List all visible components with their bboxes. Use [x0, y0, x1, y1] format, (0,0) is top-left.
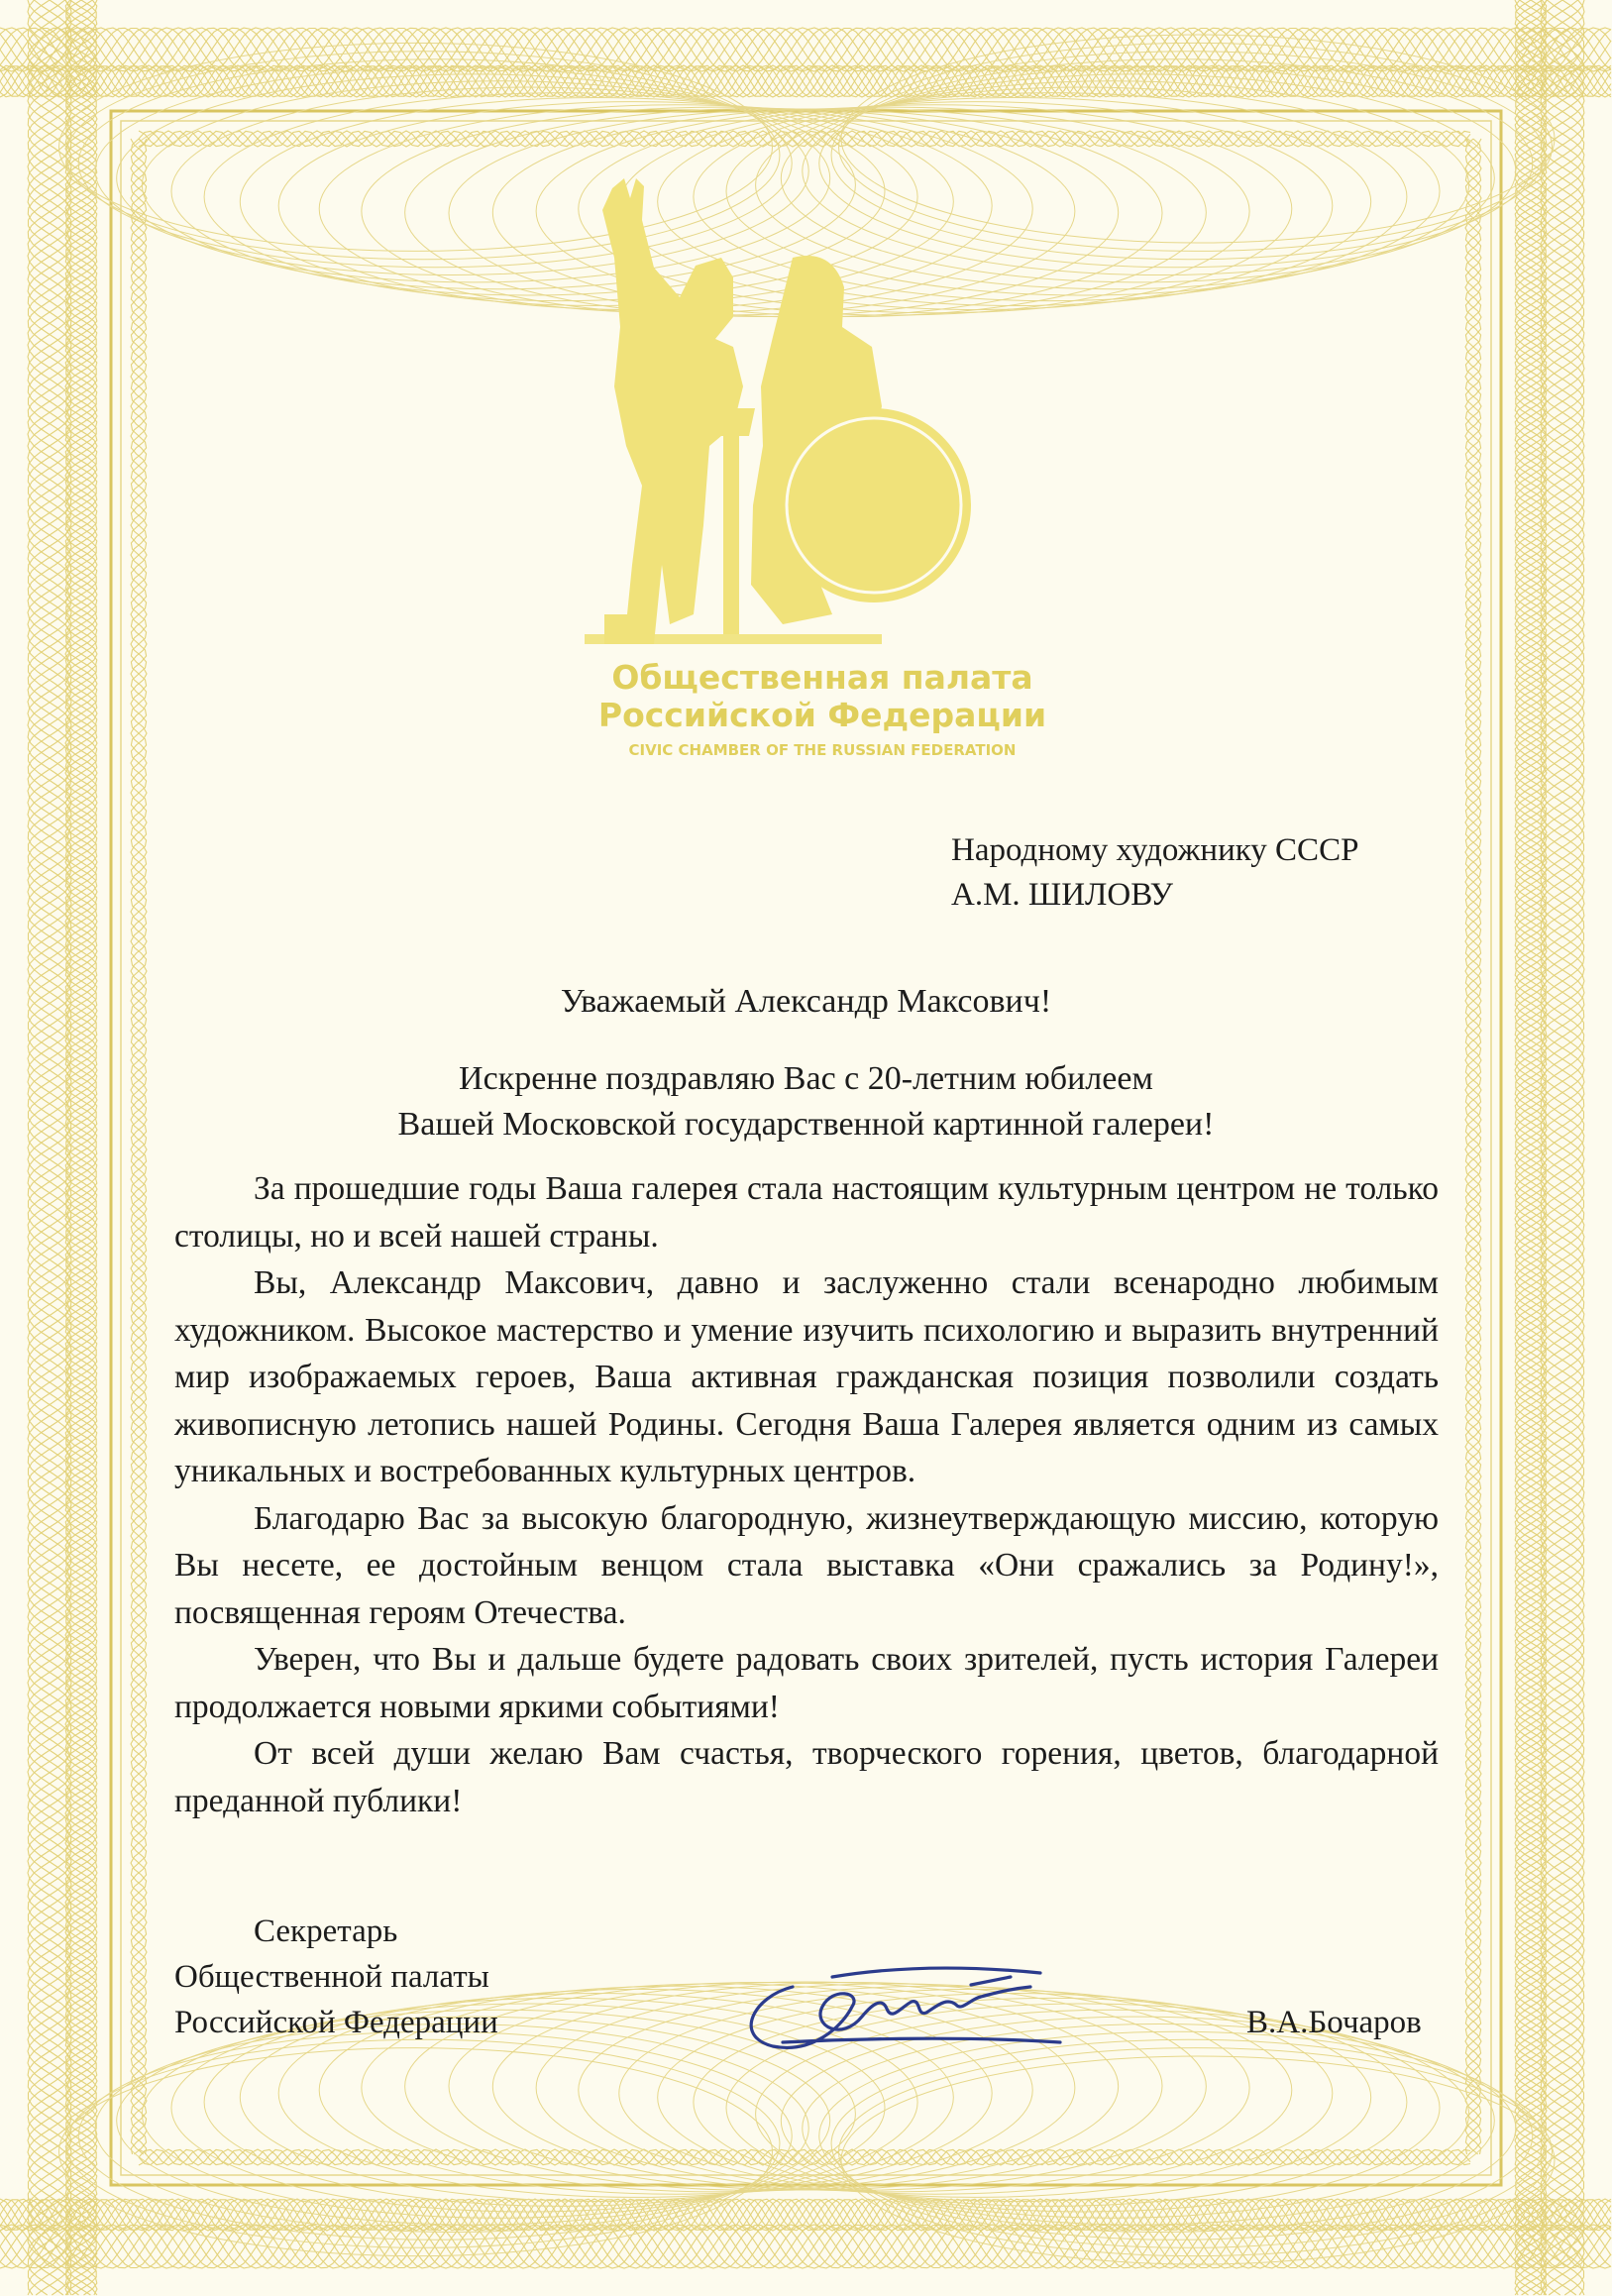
signatory-name: В.А.Бочаров	[1246, 2005, 1422, 2040]
body-paragraph: От всей души желаю Вам счастья, творческого горения, цветов, благодарной преданной публики!	[174, 1735, 1439, 1819]
intro-block	[0, 1056, 1612, 1148]
body-paragraph: Благодарю Вас за высокую благородную, жизнеутверждающую миссию, которую Вы несете, ее достойным венцом стала выставка «Они сражались за Родину!», посвященная героям Отечества.	[174, 1499, 1439, 1631]
logo-name-ru-line1: Общественная палата	[611, 658, 1033, 697]
signatory-title	[174, 1909, 498, 2045]
monument-silhouette-icon	[585, 178, 971, 644]
logo-name-en: CIVIC CHAMBER OF THE RUSSIAN FEDERATION	[628, 741, 1017, 759]
intro-line2: Вашей Московской государственной картинной галереи!	[397, 1106, 1215, 1143]
body-paragraph: Уверен, что Вы и дальше будете радовать своих зрителей, пусть история Галереи продолжается новыми яркими событиями!	[174, 1641, 1439, 1725]
body-paragraph: Вы, Александр Максович, давно и заслуженно стали всенародно любимым художником. Высокое мастерство и умение изучить психологию и выразить внутренний мир изображаемых героев, Ваша активная гражданская позиция позволили создать живописную летопись нашей Родины. Сегодня Ваша Галерея является одним из самых уникальных и востребованных культурных центров.	[174, 1264, 1439, 1489]
salutation: Уважаемый Александр Максович!	[560, 983, 1052, 1020]
intro-line1: Искренне поздравляю Вас с 20-летним юбилеем	[459, 1060, 1153, 1097]
addressee-block	[951, 828, 1506, 918]
body-paragraph: За прошедшие годы Ваша галерея стала настоящим культурным центром не только столицы, но и всей нашей страны.	[174, 1170, 1439, 1255]
signatory-title-line3: Российской Федерации	[174, 2005, 498, 2040]
letter-body	[174, 1165, 1439, 1824]
civic-chamber-logo	[585, 149, 1060, 783]
signatory-title-line1: Секретарь	[254, 1913, 398, 1949]
handwritten-signature	[713, 1947, 1090, 2066]
addressee-line1: Народному художнику СССР	[951, 832, 1359, 868]
addressee-line2: А.М. ШИЛОВУ	[951, 877, 1173, 913]
logo-name-ru-line2: Российской Федерации	[597, 696, 1047, 734]
signatory-title-line2: Общественной палаты	[174, 1959, 489, 1995]
